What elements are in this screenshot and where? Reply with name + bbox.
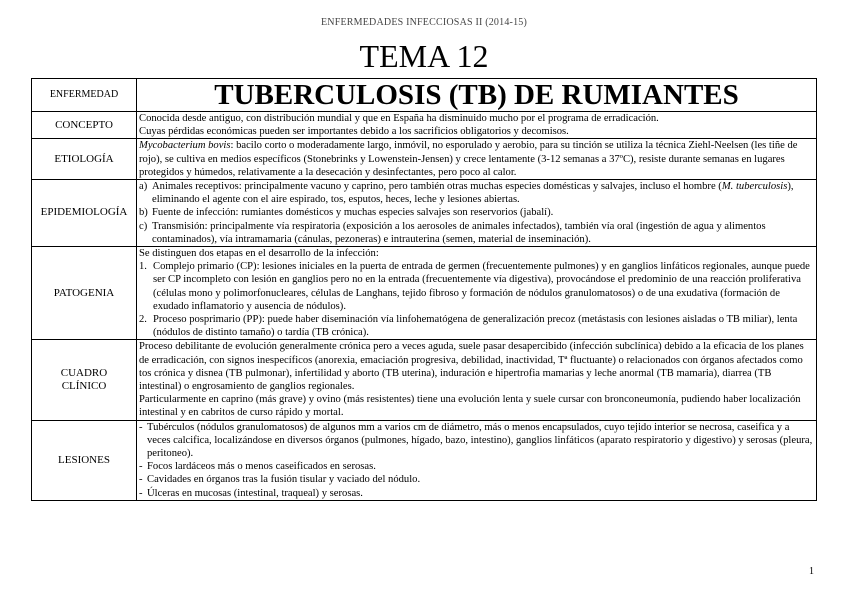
etiologia-text: : bacilo corto o moderadamente largo, inmóvil, no esporulado y aerobio, para su tinción se utiliza la técnica Ziehl-Neelsen (les tiñe de rojo), se cultiva en medios específicos (Stonebrinks y Lowenstein-Jensen) y crece lentamente (3-12 semanas a 37ºC), resiste durante semanas en lugares protegidos y húmedos, relativamente a la desecación y desinfectantes, pero poco al calor. bbox=[139, 140, 798, 178]
epi-c-text: Transmisión: principalmente vía respiratoria (exposición a los aerosoles de animales infectados), también vía oral (ingestión de agua y alimentos contaminados), vía intramamaria (cánulas, pezoneras) e intrauterina (semen, material de inseminación). bbox=[152, 220, 766, 245]
topic-title: TEMA 12 bbox=[359, 38, 489, 74]
epidemiologia-label: EPIDEMIOLOGÍA bbox=[32, 180, 137, 247]
table-row bbox=[32, 180, 817, 247]
list-marker: a) bbox=[139, 181, 148, 193]
cuadro-paragraph: Particularmente en caprino (más grave) y ovino (más resistentes) tiene una evolución lenta y suele cursar con bronconeumonía, pudiendo haber localización intestinal y en cabritos de curso rápido y mortal. bbox=[139, 394, 801, 419]
concepto-line: Conocida desde antiguo, con distribución mundial y que en España ha disminuido mucho por el programa de erradicación. bbox=[139, 113, 659, 124]
list-marker: c) bbox=[139, 220, 148, 232]
patogenia-content bbox=[137, 247, 817, 340]
table-row bbox=[32, 139, 817, 180]
list-item bbox=[139, 180, 814, 206]
list-marker: 1. bbox=[139, 261, 147, 273]
document-header: ENFERMEDADES INFECCIOSAS II (2014-15) bbox=[320, 17, 527, 28]
patogenia-item-2: Proceso posprimario (PP): puede haber diseminación vía linfohematógena de generalización precoz (metástasis con lesiones aisladas o TB miliar), lenta (nódulos de distinto tamaño) o tardía (TB crónica). bbox=[153, 314, 798, 339]
list-marker: - bbox=[139, 421, 143, 433]
epi-b-text: Fuente de infección: rumiantes domésticos y muchas especies salvajes son reservorios (jabalí). bbox=[152, 207, 554, 219]
table-row bbox=[32, 340, 817, 420]
disease-table bbox=[31, 78, 817, 501]
cuadro-label-line: CLÍNICO bbox=[61, 380, 107, 393]
lesiones-label: LESIONES bbox=[32, 420, 137, 500]
concepto-label: CONCEPTO bbox=[32, 112, 137, 139]
lesion-text: Tubérculos (nódulos granulomatosos) de algunos mm a varios cm de diámetro, más o menos encapsulados, cuyo tejido interior se necrosa, caseifica y a veces calcifica, localizándose en diversos órganos (pulmones, hígado, bazo, intestino), ganglios linfáticos (aparato respiratorio y digestivo) y serosas (pleura, peritoneo). bbox=[147, 421, 813, 460]
table-row bbox=[32, 247, 817, 340]
cuadro-label bbox=[32, 340, 137, 420]
lesiones-content bbox=[137, 420, 817, 500]
epi-a-text1: Animales receptivos: principalmente vacuno y caprino, pero también otras muchas especies domésticas y salvajes, incluso el hombre ( bbox=[152, 181, 722, 193]
lesion-text: Focos lardáceos más o menos caseificados en serosas. bbox=[147, 461, 376, 473]
epidemiologia-content bbox=[137, 180, 817, 247]
patogenia-item-1: Complejo primario (CP): lesiones iniciales en la puerta de entrada de germen (frecuentemente pulmones) y en ganglios linfáticos regionales, aunque puede ser CP incompleto con lesión en ganglios pero no en la entrada (frecuentemente vía digestiva), provocándose el predominio de una reacción proliferativa (células mono y polimorfonucleares, células de Langhans, tejido fibroso y formación de nódulos granulomatosos) o de una exudativa (formación de exudado inflamatorio y ausencia de nódulos). bbox=[153, 261, 810, 312]
lesion-text: Úlceras en mucosas (intestinal, traqueal) y serosas. bbox=[147, 487, 363, 499]
list-marker: 2. bbox=[139, 314, 147, 326]
list-marker: b) bbox=[139, 207, 148, 219]
disease-title: TUBERCULOSIS (TB) DE RUMIANTES bbox=[137, 79, 817, 112]
etiologia-label: ETIOLOGÍA bbox=[32, 139, 137, 180]
cuadro-paragraph: Proceso debilitante de evolución generalmente crónica pero a veces aguda, suele pasar desapercibido (infección subclínica) debido a la eficacia de los planes de erradicación, con signos inespecíficos (anorexia, emaciación progresiva, debilidad, inactividad, Tª fluctuante) o relacionados con órganos afectados como tos crónica y disnea (TB pulmonar), infertilidad y aborto (TB uterina), induración e hipertrofia mamarias y leche anormal (TB mamaria), diarrea (TB intestinal) o engrosamiento de ganglios regionales. bbox=[139, 341, 804, 393]
enfermedad-label: ENFERMEDAD bbox=[32, 79, 137, 112]
list-item bbox=[139, 460, 814, 473]
list-item bbox=[139, 206, 814, 219]
epi-a-italic: M. tuberculosis bbox=[721, 181, 788, 193]
patogenia-intro: Se distinguen dos etapas en el desarrollo de la infección: bbox=[139, 248, 379, 260]
page-number: 1 bbox=[809, 566, 814, 577]
list-item bbox=[139, 473, 814, 486]
concepto-content bbox=[137, 112, 817, 139]
lesion-text: Cavidades en órganos tras la fusión tisular y vaciado del nódulo. bbox=[147, 474, 421, 486]
etiologia-content bbox=[137, 139, 817, 180]
etiologia-species: Mycobacterium bovis bbox=[139, 140, 231, 152]
cuadro-label-line: CUADRO bbox=[60, 366, 108, 379]
list-item bbox=[139, 313, 814, 339]
list-item bbox=[139, 487, 814, 500]
list-item bbox=[139, 260, 814, 313]
table-row bbox=[32, 112, 817, 139]
list-marker: - bbox=[139, 487, 143, 499]
concepto-line: Cuyas pérdidas económicas pueden ser importantes debido a los sacrificios obligatorios y decomisos. bbox=[139, 126, 569, 138]
list-item bbox=[139, 421, 814, 461]
epi-a-text2: ), eliminando el agente con el aire espirado, tos, esputos, heces, leche y lesiones abiertas. bbox=[152, 181, 794, 206]
cuadro-content bbox=[137, 340, 817, 420]
patogenia-label: PATOGENIA bbox=[32, 247, 137, 340]
table-row bbox=[32, 79, 817, 112]
list-marker: - bbox=[139, 474, 143, 486]
list-item bbox=[139, 220, 814, 246]
list-marker: - bbox=[139, 461, 143, 473]
table-row bbox=[32, 420, 817, 500]
